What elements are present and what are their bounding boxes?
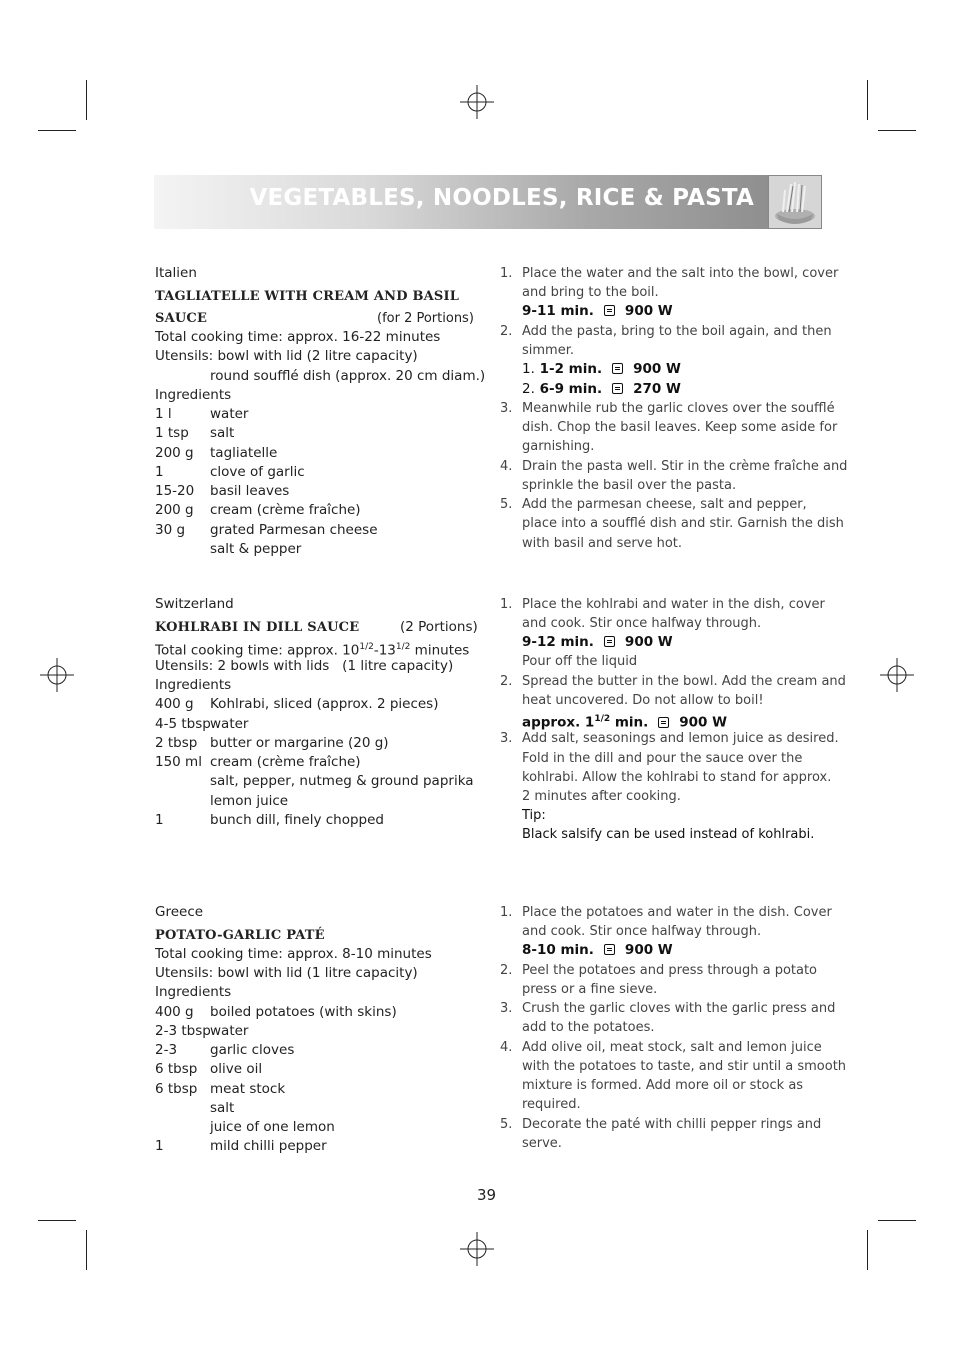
ingredient-qty: 200 g bbox=[155, 445, 194, 461]
cooking-time: Total cooking time: approx. 8-10 minutes bbox=[155, 946, 432, 962]
step-number: 4. bbox=[500, 1040, 513, 1055]
ingredient-item: meat stock bbox=[210, 1081, 286, 1097]
step-text: heat uncovered. Do not allow to boil! bbox=[522, 693, 764, 708]
ingredient-item: water bbox=[210, 1023, 249, 1039]
step-text: Add the parmesan cheese, salt and pepper, bbox=[522, 497, 807, 512]
step-number: 1. bbox=[500, 266, 513, 281]
ingredient-item: clove of garlic bbox=[210, 464, 305, 480]
crop-mark bbox=[86, 80, 87, 120]
step-text: Peel the potatoes and press through a potato bbox=[522, 963, 818, 978]
ingredient-item: bunch dill, finely chopped bbox=[210, 812, 385, 828]
power-level: 270 W bbox=[633, 381, 681, 397]
step-text: mixture is formed. Add more oil or stock as bbox=[522, 1078, 804, 1093]
step-text: garnishing. bbox=[522, 439, 595, 454]
step-text: with the potatoes to taste, and stir until a smooth bbox=[522, 1059, 847, 1074]
ingredient-qty: 30 g bbox=[155, 522, 186, 538]
cooking-time-text: -13 bbox=[373, 642, 396, 659]
step-text: with basil and serve hot. bbox=[522, 536, 683, 551]
step-text: kohlrabi. Allow the kohlrabi to stand for approx. bbox=[522, 770, 832, 785]
step-number: 5. bbox=[500, 497, 513, 512]
step-number: 3. bbox=[500, 401, 513, 416]
fraction: 1/2 bbox=[395, 642, 411, 652]
step-text: Spread the butter in the bowl. Add the cream and bbox=[522, 674, 846, 689]
power-level: 900 W bbox=[624, 634, 673, 650]
crop-mark bbox=[38, 130, 76, 131]
registration-mark-icon bbox=[40, 658, 74, 692]
step-text: and bring to the boil. bbox=[522, 285, 659, 300]
ingredient-item: basil leaves bbox=[210, 483, 290, 499]
ingredient-item: olive oil bbox=[210, 1061, 263, 1077]
power-setting bbox=[522, 360, 681, 379]
page-title: VEGETABLES, NOODLES, RICE & PASTA bbox=[249, 185, 754, 211]
step-number: 1. bbox=[500, 905, 513, 920]
recipe-portions: (for 2 Portions) bbox=[377, 311, 474, 326]
section-header bbox=[154, 175, 768, 229]
step-text: and cook. Stir once halfway through. bbox=[522, 924, 762, 939]
ingredient-item: butter or margarine (20 g) bbox=[210, 735, 389, 751]
step-text: Meanwhile rub the garlic cloves over the soufflé bbox=[522, 401, 835, 416]
microwave-icon bbox=[658, 717, 669, 728]
ingredient-item: tagliatelle bbox=[210, 445, 278, 461]
step-number: 2. bbox=[500, 963, 513, 978]
page-number: 39 bbox=[477, 1186, 497, 1204]
crop-mark bbox=[86, 1230, 87, 1270]
ingredients-label: Ingredients bbox=[155, 387, 232, 403]
fraction: 1/2 bbox=[359, 642, 374, 652]
power-level: 900 W bbox=[633, 361, 681, 377]
cook-time: 8-10 min. bbox=[522, 942, 594, 958]
tip-label: Tip: bbox=[522, 808, 546, 823]
recipe-title: TAGLIATELLE WITH CREAM AND BASIL bbox=[155, 289, 460, 304]
sub-step-number: 2. bbox=[522, 381, 535, 397]
ingredient-qty: 15-20 bbox=[155, 483, 195, 499]
ingredient-qty: 1 l bbox=[155, 406, 172, 422]
ingredient-qty: 400 g bbox=[155, 696, 194, 712]
cooking-time-text: Total cooking time: approx. 10 bbox=[155, 642, 360, 659]
cook-time: 9-12 min. bbox=[522, 634, 594, 650]
microwave-icon bbox=[604, 305, 615, 316]
step-text: Add olive oil, meat stock, salt and lemon juice bbox=[522, 1040, 822, 1055]
ingredient-item: salt & pepper bbox=[210, 541, 302, 557]
ingredient-qty: 200 g bbox=[155, 502, 194, 518]
utensils: Utensils: bowl with lid (2 litre capacity) bbox=[155, 348, 418, 364]
fraction: 1/2 bbox=[594, 714, 611, 724]
crop-mark bbox=[878, 130, 916, 131]
crop-mark bbox=[867, 1230, 868, 1270]
recipe-title: POTATO-GARLIC PATÉ bbox=[155, 928, 325, 943]
registration-mark-icon bbox=[460, 85, 494, 119]
step-number: 1. bbox=[500, 597, 513, 612]
ingredient-item: salt bbox=[210, 1100, 235, 1116]
recipe-title: SAUCE bbox=[155, 311, 208, 326]
step-text: simmer. bbox=[522, 343, 574, 358]
step-text: Fold in the dill and pour the sauce over the bbox=[522, 751, 803, 766]
power-setting bbox=[522, 941, 673, 960]
cook-time: min. bbox=[610, 714, 649, 731]
recipe-country: Greece bbox=[155, 904, 204, 920]
pasta-photo-icon bbox=[768, 175, 822, 229]
step-text: Add the pasta, bring to the boil again, and then bbox=[522, 324, 832, 339]
ingredient-qty: 1 bbox=[155, 812, 164, 828]
ingredient-qty: 1 bbox=[155, 464, 164, 480]
ingredient-item: grated Parmesan cheese bbox=[210, 522, 378, 538]
microwave-icon bbox=[604, 636, 615, 647]
crop-mark bbox=[867, 80, 868, 120]
ingredient-item: salt, pepper, nutmeg & ground paprika bbox=[210, 773, 474, 789]
ingredient-qty: 6 tbsp bbox=[155, 1081, 198, 1097]
ingredient-item: salt bbox=[210, 425, 235, 441]
step-number: 2. bbox=[500, 324, 513, 339]
cook-time: approx. 1 bbox=[522, 714, 595, 731]
tip-text: Black salsify can be used instead of kohlrabi. bbox=[522, 827, 815, 842]
ingredient-item: lemon juice bbox=[210, 793, 289, 809]
step-text: Drain the pasta well. Stir in the crème fraîche and bbox=[522, 459, 848, 474]
ingredient-item: water bbox=[210, 406, 249, 422]
step-number: 3. bbox=[500, 731, 513, 746]
microwave-icon bbox=[604, 944, 615, 955]
recipe-title: KOHLRABI IN DILL SAUCE bbox=[155, 620, 360, 635]
crop-mark bbox=[38, 1220, 76, 1221]
recipe-portions: (2 Portions) bbox=[400, 619, 478, 635]
power-setting bbox=[522, 302, 673, 321]
ingredient-qty: 2-3 bbox=[155, 1042, 178, 1058]
ingredient-item: Kohlrabi, sliced (approx. 2 pieces) bbox=[210, 696, 439, 712]
step-text: sprinkle the basil over the pasta. bbox=[522, 478, 737, 493]
power-level: 900 W bbox=[679, 714, 728, 731]
step-text: Pour off the liquid bbox=[522, 654, 638, 669]
registration-mark-icon bbox=[880, 658, 914, 692]
step-text: Decorate the paté with chilli pepper rings and bbox=[522, 1117, 822, 1132]
utensils: round soufflé dish (approx. 20 cm diam.) bbox=[210, 368, 486, 384]
step-text: place into a soufflé dish and stir. Garnish the dish bbox=[522, 516, 844, 531]
recipe-country: Switzerland bbox=[155, 596, 234, 612]
step-number: 4. bbox=[500, 459, 513, 474]
crop-mark bbox=[878, 1220, 916, 1221]
step-text: Place the kohlrabi and water in the dish, cover bbox=[522, 597, 825, 612]
step-text: press or a fine sieve. bbox=[522, 982, 658, 997]
ingredient-item: cream (crème fraîche) bbox=[210, 754, 361, 770]
registration-mark-icon bbox=[460, 1232, 494, 1266]
ingredients-label: Ingredients bbox=[155, 677, 232, 693]
ingredient-qty: 4-5 tbsp bbox=[155, 716, 211, 732]
ingredient-qty: 400 g bbox=[155, 1004, 194, 1020]
cooking-time: Total cooking time: approx. 16-22 minutes bbox=[155, 329, 441, 345]
ingredient-item: mild chilli pepper bbox=[210, 1138, 327, 1154]
utensils: Utensils: bowl with lid (1 litre capacity) bbox=[155, 965, 418, 981]
step-text: required. bbox=[522, 1097, 581, 1112]
step-text: Place the water and the salt into the bowl, cover bbox=[522, 266, 839, 281]
ingredient-item: juice of one lemon bbox=[210, 1119, 335, 1135]
step-number: 2. bbox=[500, 674, 513, 689]
ingredient-qty: 1 bbox=[155, 1138, 164, 1154]
ingredient-item: water bbox=[210, 716, 249, 732]
microwave-icon bbox=[612, 363, 623, 374]
step-text: add to the potatoes. bbox=[522, 1020, 655, 1035]
recipe-country: Italien bbox=[155, 265, 197, 281]
cooking-time-text: minutes bbox=[410, 642, 470, 659]
step-text: Place the potatoes and water in the dish. Cover bbox=[522, 905, 832, 920]
ingredient-item: cream (crème fraîche) bbox=[210, 502, 361, 518]
ingredient-item: garlic cloves bbox=[210, 1042, 295, 1058]
step-text: serve. bbox=[522, 1136, 562, 1151]
ingredients-label: Ingredients bbox=[155, 984, 232, 1000]
step-text: 2 minutes after cooking. bbox=[522, 789, 681, 804]
power-level: 900 W bbox=[624, 942, 673, 958]
cook-time: 6-9 min. bbox=[539, 381, 603, 397]
sub-step-number: 1. bbox=[522, 361, 535, 377]
step-number: 3. bbox=[500, 1001, 513, 1016]
ingredient-qty: 2 tbsp bbox=[155, 735, 198, 751]
ingredient-qty: 6 tbsp bbox=[155, 1061, 198, 1077]
step-text: Crush the garlic cloves with the garlic press and bbox=[522, 1001, 836, 1016]
cook-time: 9-11 min. bbox=[522, 303, 594, 319]
ingredient-qty: 150 ml bbox=[155, 754, 202, 770]
step-text: dish. Chop the basil leaves. Keep some aside for bbox=[522, 420, 838, 435]
power-setting bbox=[522, 380, 681, 399]
power-setting bbox=[522, 633, 673, 652]
step-text: and cook. Stir once halfway through. bbox=[522, 616, 762, 631]
cook-time: 1-2 min. bbox=[539, 361, 603, 377]
ingredient-qty: 1 tsp bbox=[155, 425, 189, 441]
utensils: Utensils: 2 bowls with lids (1 litre capacity) bbox=[155, 658, 454, 674]
power-level: 900 W bbox=[624, 303, 673, 319]
ingredient-qty: 2-3 tbsp bbox=[155, 1023, 211, 1039]
step-number: 5. bbox=[500, 1117, 513, 1132]
ingredient-item: boiled potatoes (with skins) bbox=[210, 1004, 397, 1020]
step-text: Add salt, seasonings and lemon juice as desired. bbox=[522, 731, 839, 746]
microwave-icon bbox=[612, 383, 623, 394]
